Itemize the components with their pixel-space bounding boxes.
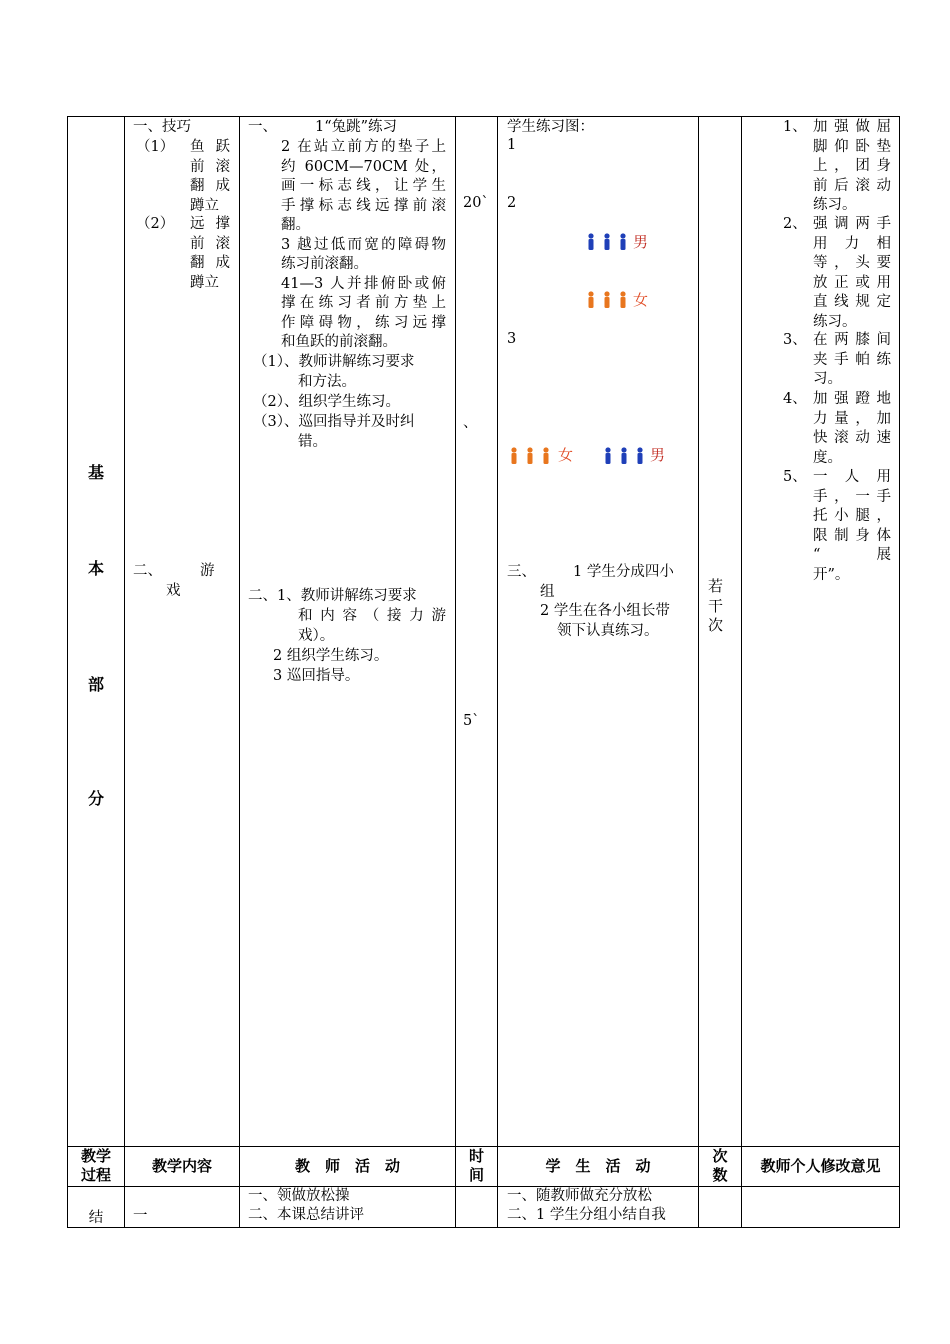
section-label-char-3: 部: [87, 675, 104, 694]
student-fig-num-2: 2: [507, 195, 517, 211]
note-line: 一 人 用: [813, 469, 891, 485]
formation-male-row-2: [603, 446, 651, 470]
teacher-line: 画一标志线，让学生: [281, 178, 446, 194]
section-label-char-4: 分: [87, 789, 104, 808]
note-line: 快 滚 动 速: [813, 430, 891, 446]
student-fig-num-1: 1: [507, 137, 517, 153]
note-line: 等 ， 头 要: [813, 255, 891, 271]
content-line: 蹲立: [190, 197, 219, 214]
note-5-num: 5、: [783, 469, 807, 485]
formation-male-label-2: 男: [650, 446, 666, 464]
closing-label: 结: [88, 1210, 104, 1226]
student-fig-title: 学生练习图：: [507, 119, 594, 135]
header-student: 学 生 活 动: [545, 1157, 651, 1175]
note-line: 放 正 或 用: [813, 274, 891, 291]
note-line: 直 线 规 定: [813, 294, 891, 310]
teacher-p1-head-a: 一、: [248, 119, 277, 135]
teacher-line: 手撑标志线远撑前滚: [281, 197, 446, 214]
note-line: 用 力 相: [813, 235, 891, 252]
section-label-char-2: 本: [87, 559, 104, 578]
teacher-line: 2 在站立前方的垫子上: [281, 139, 446, 155]
male-students-icon: [603, 446, 651, 466]
content-item-2-c: 戏: [166, 583, 181, 599]
teacher-step-3a: （3）、巡回指导并及时纠: [253, 414, 415, 430]
content-item-1-title: 一、技巧: [133, 119, 191, 135]
header-count-b: 数: [712, 1166, 728, 1184]
note-4: [813, 390, 891, 468]
teacher-step-3b: 错。: [298, 434, 327, 450]
count-char: 次: [708, 616, 724, 634]
teacher-line: 翻。: [281, 217, 310, 233]
note-line: 加 强 蹬 地: [813, 391, 891, 407]
time-mark: 、: [463, 415, 478, 431]
teacher-line: 3 越过低而宽的障碍物: [281, 236, 446, 253]
formation-female-row-1: [586, 290, 634, 314]
note-line: 力 量 ， 加: [813, 410, 891, 427]
header-notes: 教师个人修改意见: [760, 1157, 881, 1175]
student-p3-c: 组: [540, 584, 555, 600]
content-item-1-sub1: [190, 138, 230, 216]
header-content: 教学内容: [151, 1157, 212, 1175]
teacher-p1-body: [281, 138, 446, 353]
content-item-1-sub2: [190, 215, 230, 293]
student-p3-a: 三、: [507, 564, 536, 580]
content-line: 蹲立: [190, 274, 219, 291]
content-item-2-b: 游: [200, 563, 215, 579]
content-line: 远 撑: [190, 216, 230, 232]
female-students-icon: [509, 446, 557, 466]
teacher-p1-head-b: 1“兔跳”练习: [315, 119, 398, 135]
student-p3-b: 1 学生分成四小: [573, 564, 674, 580]
teacher-line: 作障碍物，练习远撑: [281, 314, 446, 331]
note-line: 度。: [813, 449, 842, 466]
note-line: 开”。: [813, 566, 850, 583]
header-teacher: 教 师 活 动: [294, 1157, 400, 1175]
female-students-icon: [586, 290, 634, 310]
closing-teacher-2: 二、本课总结讲评: [248, 1207, 364, 1223]
content-line: 鱼 跃: [190, 139, 230, 155]
teacher-p2-line4: 2 组织学生练习。: [273, 648, 389, 664]
teacher-p2-line5: 3 巡回指导。: [273, 668, 360, 684]
header-process-a: 教学: [80, 1147, 111, 1165]
closing-student-1: 一、随教师做充分放松: [507, 1188, 652, 1204]
formation-male-label-1: 男: [633, 233, 649, 251]
formation-female-label-2: 女: [558, 446, 574, 464]
closing-content: 一: [133, 1208, 148, 1224]
note-5: [813, 468, 891, 585]
teacher-line: 41—3 人并排俯卧或俯: [281, 275, 446, 292]
section-label-char-1: 基: [87, 463, 104, 482]
note-line: 托 小 腿 ，: [813, 508, 891, 524]
teacher-p2-line3: 戏）。: [298, 628, 335, 644]
header-process: [68, 1147, 124, 1185]
teacher-p2-line1: 二、1、教师讲解练习要求: [248, 588, 417, 604]
note-3-num: 3、: [783, 332, 807, 348]
teacher-step-1b: 和方法。: [298, 374, 356, 390]
note-2: [813, 215, 891, 332]
teacher-p2-line2: 和 内 容 （ 接 力 游: [298, 608, 446, 624]
header-count: [699, 1147, 741, 1185]
teacher-line: 撑在练习者前方垫上: [281, 295, 446, 311]
note-line: 夹 手 帕 练: [813, 351, 891, 368]
teacher-step-1a: （1）、教师讲解练习要求: [253, 354, 415, 370]
header-time-b: 间: [468, 1166, 484, 1184]
formation-female-label-1: 女: [633, 291, 649, 309]
count-cell: [708, 577, 724, 636]
teacher-step-2: （2）、组织学生练习。: [253, 394, 400, 410]
note-line: 脚 仰 卧 垫: [813, 138, 891, 155]
note-4-num: 4、: [783, 391, 807, 407]
content-item-1-sub2-num: （2）: [136, 216, 175, 232]
time-value-2: 5`: [463, 713, 480, 729]
content-line: 前 滚: [190, 158, 230, 175]
closing-teacher-1: 一、领做放松操: [248, 1188, 350, 1204]
header-process-b: 过程: [80, 1166, 111, 1184]
formation-female-row-2: [509, 446, 557, 470]
content-line: 前 滚: [190, 235, 230, 252]
note-line: 习。: [813, 371, 842, 387]
note-line: 限 制 身 体: [813, 527, 891, 544]
content-item-2-a: 二、: [133, 563, 162, 579]
formation-male-row-1: [586, 232, 634, 256]
note-line: 前 后 滚 动: [813, 177, 891, 194]
male-students-icon: [586, 232, 634, 252]
note-line: 上 ， 团 身: [813, 158, 891, 174]
note-line: 手 ， 一 手: [813, 488, 891, 505]
header-count-a: 次: [712, 1147, 728, 1165]
student-p3-d: 2 学生在各小组长带: [540, 603, 670, 619]
header-time-a: 时: [468, 1147, 484, 1165]
note-2-num: 2、: [783, 216, 807, 232]
note-line: 强 调 两 手: [813, 216, 891, 232]
teacher-line: 练习前滚翻。: [281, 256, 368, 272]
content-line: 翻 成: [190, 178, 230, 194]
content-line: 翻 成: [190, 255, 230, 271]
closing-student-2: 二、1 学生分组小结自我: [507, 1207, 666, 1223]
note-line: 在 两 膝 间: [813, 332, 891, 348]
note-line: 练习。: [813, 197, 857, 213]
header-time: [456, 1147, 497, 1185]
student-fig-num-3: 3: [507, 331, 517, 347]
note-line: “ 展: [813, 547, 891, 563]
student-p3-e: 领下认真练习。: [557, 623, 659, 639]
count-char: 若: [708, 577, 724, 595]
note-3: [813, 331, 891, 390]
note-1-num: 1、: [783, 119, 807, 135]
note-line: 练习。: [813, 313, 857, 330]
teacher-line: 约 60CM—70CM 处，: [281, 158, 446, 175]
note-1: [813, 118, 891, 216]
teacher-line: 和鱼跃的前滚翻。: [281, 334, 397, 350]
count-char: 干: [708, 596, 724, 615]
time-value-1: 20`: [463, 195, 489, 211]
note-line: 加 强 做 屈: [813, 119, 891, 135]
content-item-1-sub1-num: （1）: [136, 139, 175, 155]
